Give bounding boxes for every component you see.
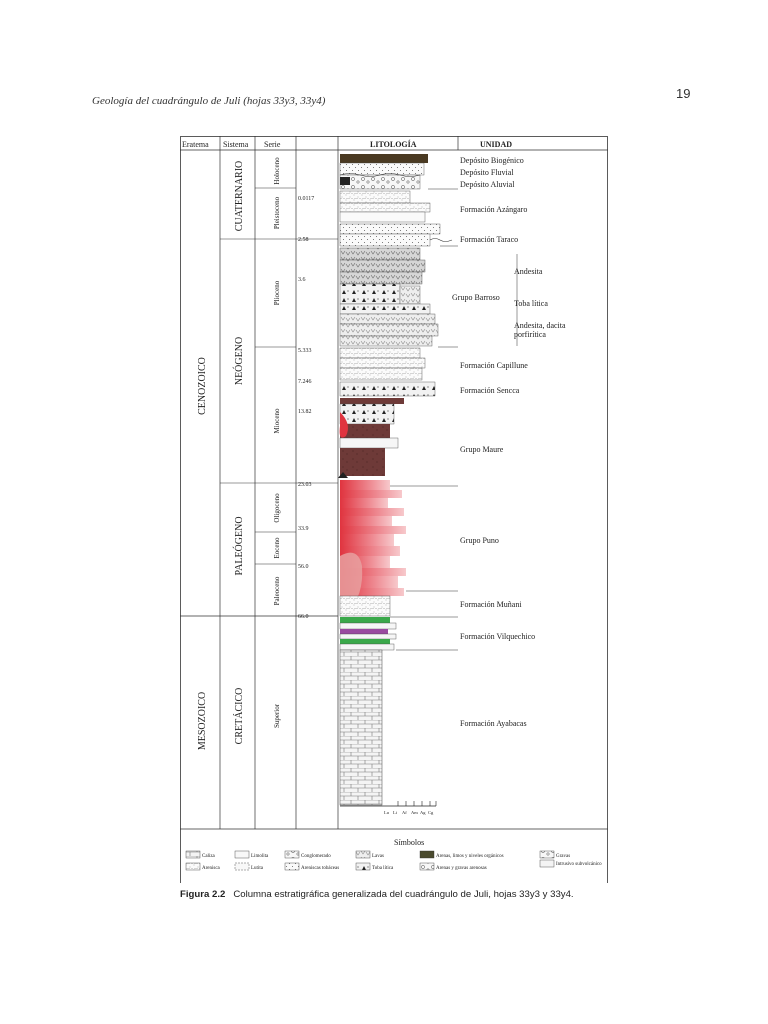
layer-puno — [340, 480, 390, 490]
unit-label: Formación Ayabacas — [460, 719, 527, 728]
unit-label: Formación Vilquechico — [460, 632, 536, 641]
layer-taraco — [340, 224, 440, 234]
legend-swatch — [235, 863, 249, 870]
age-label: 33.9 — [298, 526, 309, 532]
serie-paleoceno: Paleoceno — [273, 576, 281, 606]
legend-swatch — [186, 863, 200, 870]
unit-label: Grupo Puno — [460, 536, 499, 545]
grain-label: Ag — [420, 810, 426, 815]
legend-label: Gravas — [556, 854, 571, 859]
unit-label: Depósito Aluvial — [460, 180, 515, 189]
layer-capillune — [340, 348, 420, 358]
layer-aluvial — [340, 175, 420, 189]
unit-label: Formación Capillune — [460, 361, 528, 370]
legend-title: Símbolos — [394, 838, 425, 847]
legend-swatch — [356, 851, 370, 858]
unit-label: Formación Sencca — [460, 386, 520, 395]
figure-caption-label: Figura 2.2 — [180, 889, 226, 900]
layer-munani — [340, 596, 390, 616]
header-litologia: LITOLOGÍA — [370, 140, 417, 149]
grain-label: Am — [411, 810, 418, 815]
age-label: 3.6 — [298, 277, 306, 283]
stratigraphic-column-svg — [180, 136, 608, 883]
layer-ayabacas — [340, 650, 382, 805]
unit-label: Formación Taraco — [460, 235, 519, 244]
member-label: Andesita — [514, 267, 543, 276]
age-label: 5.333 — [298, 348, 312, 354]
legend-label: Lavas — [372, 854, 384, 859]
serie-pleistoceno: Pleistoceno — [273, 196, 281, 230]
serie-oligoceno: Oligoceno — [273, 493, 281, 523]
legend-label: Arenisca — [202, 866, 220, 871]
legend-swatch — [235, 851, 249, 858]
sistema-cuaternario: CUATERNARIO — [234, 160, 245, 232]
legend-swatch — [420, 863, 434, 870]
grain-label: Lu — [384, 810, 389, 815]
grain-label: Li — [393, 810, 397, 815]
unit-label: Depósito Fluvial — [460, 168, 514, 177]
unit-label: Depósito Biogénico — [460, 156, 524, 165]
grain-label: Cg — [428, 810, 434, 815]
unit-label: Grupo Barroso — [452, 293, 500, 302]
member-label: porfirítica — [514, 330, 546, 339]
unit-label: Grupo Maure — [460, 445, 504, 454]
eratema-mesozoico: MESOZOICO — [197, 691, 208, 751]
layer-biogenico — [340, 154, 428, 163]
figure-caption-text: Columna estratigráfica generalizada del cuadrángulo de Juli, hojas 33y3 y 33y4. — [233, 889, 574, 900]
layer-fluvial — [340, 163, 424, 175]
legend-swatch — [186, 851, 200, 858]
legend-label: Areniscas tobáceas — [301, 866, 340, 871]
unit-label: Formación Azángaro — [460, 205, 528, 214]
age-label: 66.0 — [298, 614, 309, 620]
legend-swatch — [285, 851, 299, 858]
header-eratema: Eratema — [182, 140, 209, 149]
serie-plioceno: Plioceno — [273, 280, 281, 306]
age-label: 0.0117 — [298, 196, 315, 202]
layer-vilquechico — [340, 617, 390, 623]
grain-size-scale — [384, 801, 436, 815]
stratigraphic-column-figure — [180, 136, 608, 883]
legend-label: Arenas, limos y niveles orgánicos — [436, 854, 504, 859]
age-label: 13.82 — [298, 409, 312, 415]
layer-barroso — [340, 248, 420, 260]
legend-label: Caliza — [202, 854, 215, 859]
layer-sencca — [340, 382, 435, 396]
figure-caption — [180, 889, 574, 900]
legend — [186, 851, 602, 871]
page-number: 19 — [676, 86, 691, 101]
header-sistema: Sistema — [223, 140, 249, 149]
layer-maure — [340, 398, 404, 404]
sistema-paleogeno: PALEÓGENO — [234, 516, 245, 576]
legend-label: Limolita — [251, 854, 269, 859]
running-header: Geología del cuadrángulo de Juli (hojas 33y3, 33y4) — [92, 95, 326, 107]
legend-label: Lutita — [251, 866, 263, 871]
legend-label: Intrusivo subvolcánico — [556, 862, 602, 867]
legend-label: Toba lítica — [372, 866, 394, 871]
sistema-cretacico: CRETÁCICO — [234, 687, 245, 745]
serie-eoceno: Eoceno — [273, 537, 281, 559]
legend-label: Conglomerado — [301, 854, 331, 859]
member-label: Toba lítica — [514, 299, 548, 308]
legend-swatch — [420, 851, 434, 858]
age-label: 2.58 — [298, 237, 309, 243]
age-label: 23.03 — [298, 482, 312, 488]
age-label: 56.0 — [298, 564, 309, 570]
lithology-column — [338, 154, 452, 805]
header-unidad: UNIDAD — [480, 140, 512, 149]
sistema-neogeno: NEÓGENO — [234, 336, 245, 386]
unit-label: Formación Muñani — [460, 600, 522, 609]
age-label: 7.246 — [298, 379, 312, 385]
header-serie: Serie — [264, 140, 281, 149]
legend-swatch — [540, 851, 554, 858]
legend-label: Arenas y gravas arenosas — [436, 866, 487, 871]
serie-holoceno: Holoceno — [273, 157, 281, 185]
serie-mioceno: Mioceno — [273, 408, 281, 434]
serie-superior: Superior — [273, 703, 281, 729]
legend-swatch — [285, 863, 299, 870]
layer-azangaro — [340, 191, 410, 203]
member-label: Andesita, dacita — [514, 321, 566, 330]
legend-swatch — [540, 860, 554, 867]
eratema-cenozoico: CENOZOICO — [197, 357, 208, 415]
legend-swatch — [356, 863, 370, 870]
grain-label: Af — [402, 810, 407, 815]
